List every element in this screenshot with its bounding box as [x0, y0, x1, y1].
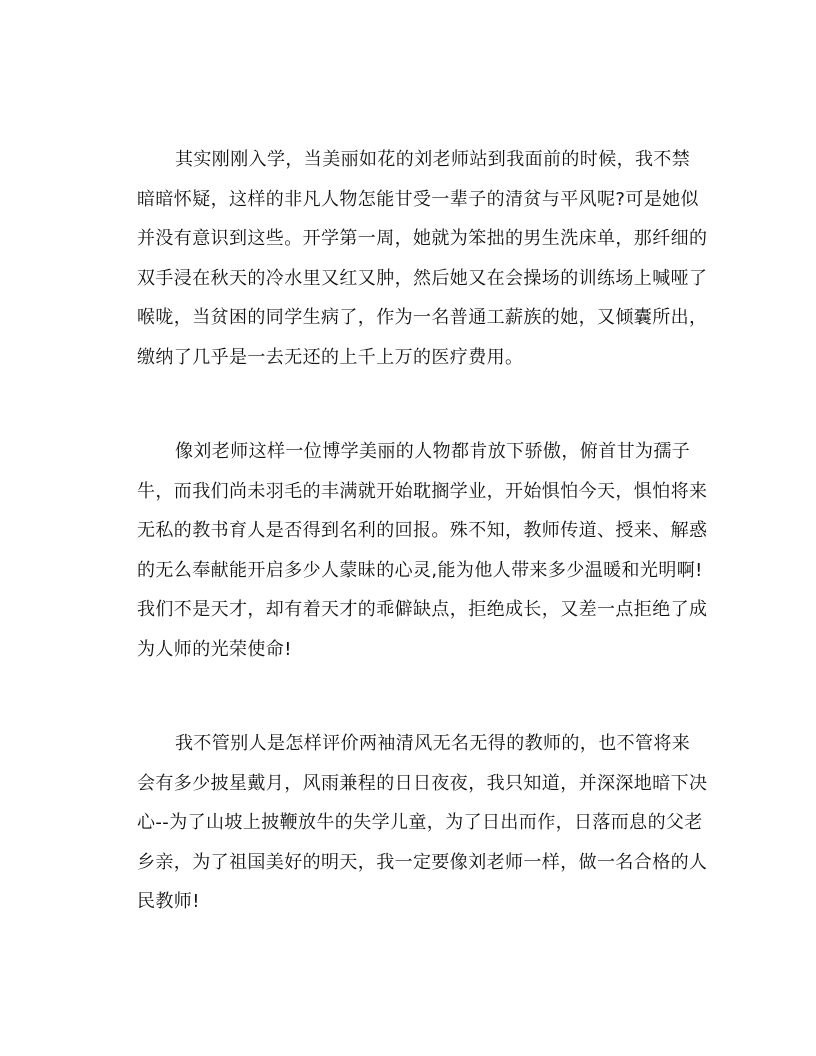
text-line: 的无么奉献能开启多少人蒙昧的心灵,能为他人带来多少温暖和光明啊!	[137, 559, 703, 581]
text-line: 并没有意识到这些。开学第一周，她就为笨拙的男生洗床单，那纤细的	[137, 228, 708, 250]
text-line: 我们不是天才，却有着天才的乖僻缺点，拒绝成长，又差一点拒绝了成	[137, 599, 708, 621]
text-line: 其实刚刚入学，当美丽如花的刘老师站到我面前的时候，我不禁	[175, 149, 691, 170]
text-line: 民教师!	[137, 891, 200, 913]
paragraph-3	[137, 724, 708, 922]
text-line: 缴纳了几乎是一去无还的上千上万的医疗费用。	[137, 346, 524, 368]
text-line: 双手浸在秋天的冷水里又红又肿，然后她又在会操场的训练场上喊哑了	[137, 267, 708, 289]
paragraph-2	[137, 432, 708, 670]
text-line: 乡亲，为了祖国美好的明天，我一定要像刘老师一样，做一名合格的人	[137, 851, 708, 873]
text-line: 心--为了山坡上披鞭放牛的失学儿童，为了日出而作，日落而息的父老	[137, 812, 703, 834]
text-line: 喉咙，当贫困的同学生病了，作为一名普通工薪族的她，又倾囊所出，	[137, 307, 708, 329]
text-line: 暗暗怀疑，这样的非凡人物怎能甘受一辈子的清贫与平风呢?可是她似	[137, 188, 699, 210]
paragraph-1	[137, 140, 708, 378]
text-line: 我不管别人是怎样评价两袖清风无名无得的教师的，也不管将来	[175, 733, 691, 754]
text-line: 为人师的光荣使命!	[137, 638, 292, 660]
text-line: 会有多少披星戴月，风雨兼程的日日夜夜，我只知道，并深深地暗下决	[137, 772, 708, 794]
text-line: 牛，而我们尚未羽毛的丰满就开始耽搁学业，开始惧怕今天，惧怕将来	[137, 480, 708, 502]
text-line: 无私的教书育人是否得到名利的回报。殊不知，教师传道、授来、解惑	[137, 520, 708, 542]
text-line: 像刘老师这样一位博学美丽的人物都肯放下骄傲，俯首甘为孺子	[175, 441, 691, 462]
